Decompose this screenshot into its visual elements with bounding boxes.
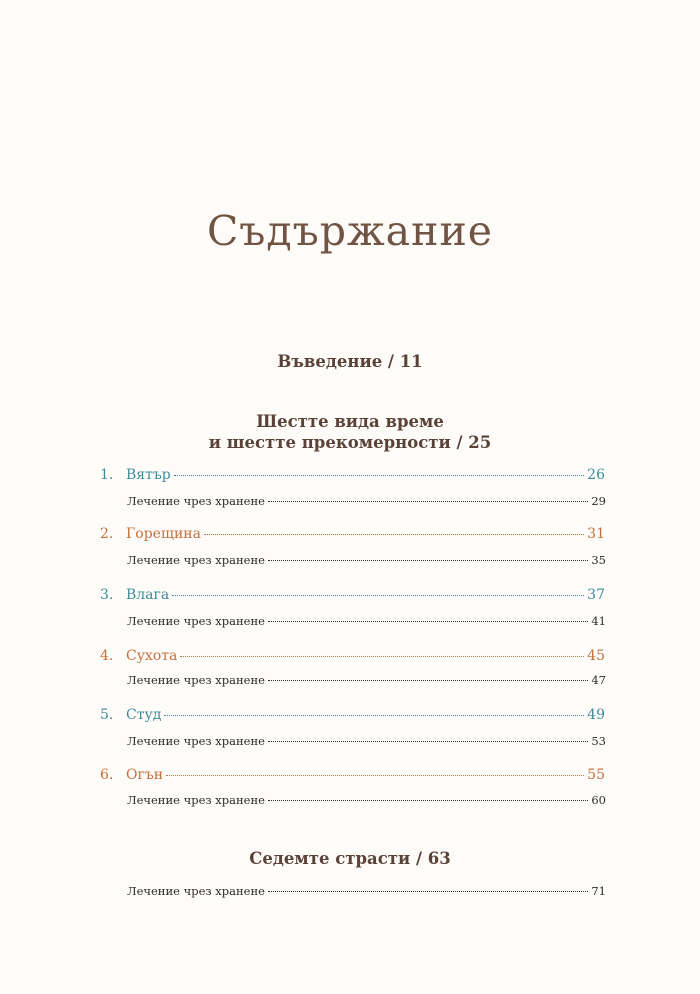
chapter-title: Влага [126,587,170,603]
toc-entry-chapter-6[interactable] [100,767,605,783]
chapter-number: 6. [100,767,114,783]
page-number: 29 [591,494,606,508]
page-number: 31 [587,526,605,542]
dot-leader [268,559,588,561]
dot-leader [204,533,584,535]
toc-subentry-chapter-5[interactable] [127,734,606,748]
dot-leader [180,655,584,657]
chapter-number: 5. [100,707,114,723]
page-number: 53 [591,734,606,748]
dot-leader [172,594,584,596]
subentry-title: Лечение чрез хранене [127,553,265,567]
chapter-number: 3. [100,587,114,603]
dot-leader [268,740,588,742]
toc-entry-chapter-5[interactable] [100,707,605,723]
page-number: 60 [591,793,606,807]
subentry-title: Лечение чрез хранене [127,734,265,748]
subentry-title: Лечение чрез хранене [127,614,265,628]
subentry-title: Лечение чрез хранене [127,884,265,898]
intro-heading[interactable]: Въведение / 11 [277,352,423,371]
subentry-title: Лечение чрез хранене [127,793,265,807]
dot-leader [164,714,584,716]
page-number: 47 [591,673,606,687]
dot-leader [268,679,588,681]
chapter-title: Горещина [126,526,201,542]
chapter-number: 2. [100,526,114,542]
chapter-title: Сухота [126,648,178,664]
toc-subentry-chapter-6[interactable] [127,793,606,807]
toc-subentry-section-2[interactable] [127,884,606,898]
section-heading-line2[interactable]: и шестте прекомерности / 25 [208,433,492,452]
dot-leader [166,774,584,776]
page-number: 45 [587,648,605,664]
toc-entry-chapter-4[interactable] [100,648,605,664]
dot-leader [268,620,588,622]
toc-entry-chapter-3[interactable] [100,587,605,603]
chapter-title: Студ [126,707,162,723]
dot-leader [268,500,588,502]
chapter-title: Вятър [126,467,171,483]
page-number: 71 [591,884,606,898]
subentry-title: Лечение чрез хранене [127,494,265,508]
page-number: 49 [587,707,605,723]
toc-subentry-chapter-4[interactable] [127,673,606,687]
dot-leader [268,890,588,892]
section2-heading[interactable]: Седемте страсти / 63 [249,849,451,868]
section-heading-line1[interactable]: Шестте вида време [256,412,444,431]
subentry-title: Лечение чрез хранене [127,673,265,687]
page-number: 55 [587,767,605,783]
page-title: Съдържание [206,207,494,255]
chapter-title: Огън [126,767,164,783]
page-number: 26 [587,467,605,483]
page-number: 41 [591,614,606,628]
page-number: 37 [587,587,605,603]
toc-subentry-chapter-3[interactable] [127,614,606,628]
chapter-number: 4. [100,648,114,664]
dot-leader [174,474,584,476]
dot-leader [268,799,588,801]
toc-subentry-chapter-2[interactable] [127,553,606,567]
page-number: 35 [591,553,606,567]
toc-entry-chapter-1[interactable] [100,467,605,483]
chapter-number: 1. [100,467,114,483]
toc-entry-chapter-2[interactable] [100,526,605,542]
toc-subentry-chapter-1[interactable] [127,494,606,508]
